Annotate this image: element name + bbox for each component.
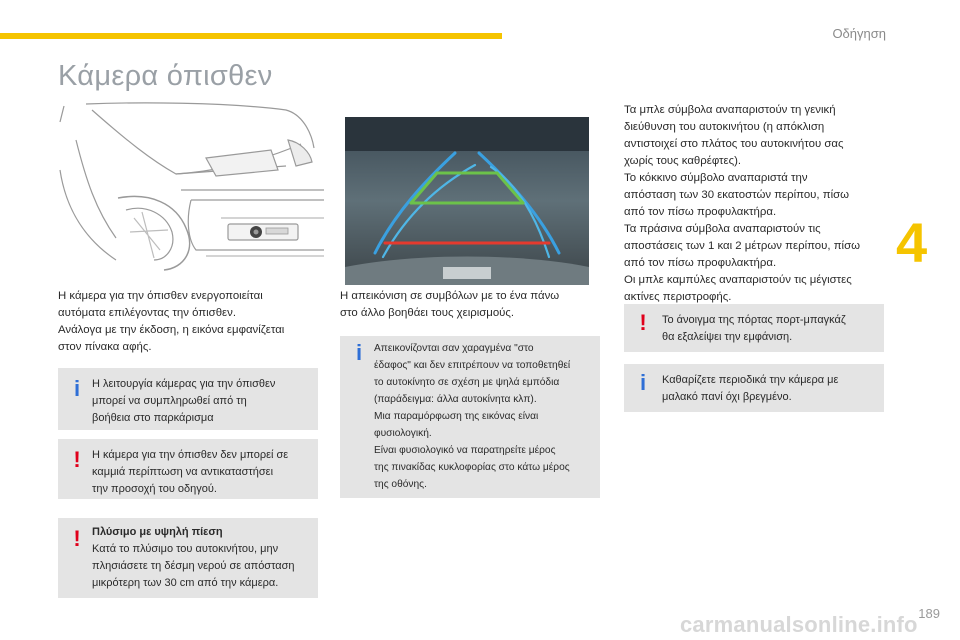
- warning-icon: !: [73, 447, 81, 472]
- col3-info-box: i Καθαρίζετε περιοδικά την κάμερα με μαλακό πανί όχι βρεγμένο.: [624, 364, 884, 412]
- pressure-wash-title: Πλύσιμο με υψηλή πίεση: [92, 526, 223, 538]
- camera-display-view: [345, 117, 589, 285]
- info-icon: i: [73, 376, 81, 401]
- col1-warning-box: ! Η κάμερα για την όπισθεν δεν μπορεί σε καμμιά περίπτωση να αντικαταστήσει την προσοχή του οδηγού.: [58, 439, 318, 499]
- chapter-number: 4: [896, 211, 928, 274]
- car-rear-camera-illustration: [56, 100, 326, 272]
- col3-warning-box: ! Το άνοιγμα της πόρτας πορτ-μπαγκάζ θα εξαλείψει την εμφάνιση.: [624, 304, 884, 352]
- col2-intro: Η απεικόνιση σε συμβόλων με το ένα πάνω στο άλλο βοηθάει τους χειρισμούς.: [340, 290, 560, 319]
- section-label: Οδήγηση: [832, 26, 886, 41]
- col3-text: Τα μπλε σύμβολα αναπαριστούν τη γενική διεύθυνση του αυτοκινήτου (η απόκλιση αντιστοιχεί στο πλάτος του αυτοκινήτου σας χωρίς τους καθρέφτες). Το κόκκινο σύμβολο αναπαριστά την απόσταση των 30 εκατοστών περίπου, πίσω από τον πίσω προφυλακτήρα. Τα πράσινα σύμβολα αναπαριστούν τις αποστάσεις των 1 και 2 μέτρων περίπου, πίσω από τον πίσω προφυλακτήρα. Οι μπλε καμπύλες αναπαριστούν τις μέγιστες ακτίνες περιστροφής.: [624, 104, 861, 303]
- info-icon: i: [355, 340, 363, 365]
- col2-info-box: i Απεικονίζονται σαν χαραγμένα "στο έδαφος" και δεν επιτρέπουν να τοποθετηθεί το αυτοκίνητο σε σχέση με ψηλά εμπόδια (παράδειγμα: άλλα αυτοκίνητα κλπ). Μια παραμόρφωση της εικόνας είναι φυσιολογική. Είναι φυσιολογικό να παρατηρείτε μέρος της πινακίδας κυκλοφορίας στο κάτω μέρος της οθόνης.: [340, 336, 600, 498]
- col1-pressure-wash-box: ! Πλύσιμο με υψηλή πίεση Κατά το πλύσιμο του αυτοκινήτου, μην πλησιάσετε τη δέσμη νερού σε απόσταση μικρότερη των 30 cm από την κάμερα.: [58, 518, 318, 598]
- page-title: Κάμερα όπισθεν: [58, 60, 273, 92]
- warning-icon: !: [73, 526, 81, 551]
- info-icon: i: [639, 370, 647, 395]
- warning-icon: !: [639, 310, 647, 335]
- col1-intro: Η κάμερα για την όπισθεν ενεργοποιείται αυτόματα επιλέγοντας την όπισθεν. Ανάλογα με την έκδοση, η εικόνα εμφανίζεται στον πίνακα αφής.: [58, 290, 285, 353]
- watermark: carmanualsonline.info: [680, 612, 918, 637]
- col1-info-box: i Η λειτουργία κάμερας για την όπισθεν μπορεί να συμπληρωθεί από τη βοήθεια στο παρκάρισμα: [58, 368, 318, 430]
- accent-bar: [0, 33, 502, 39]
- page-number: 189: [918, 606, 940, 621]
